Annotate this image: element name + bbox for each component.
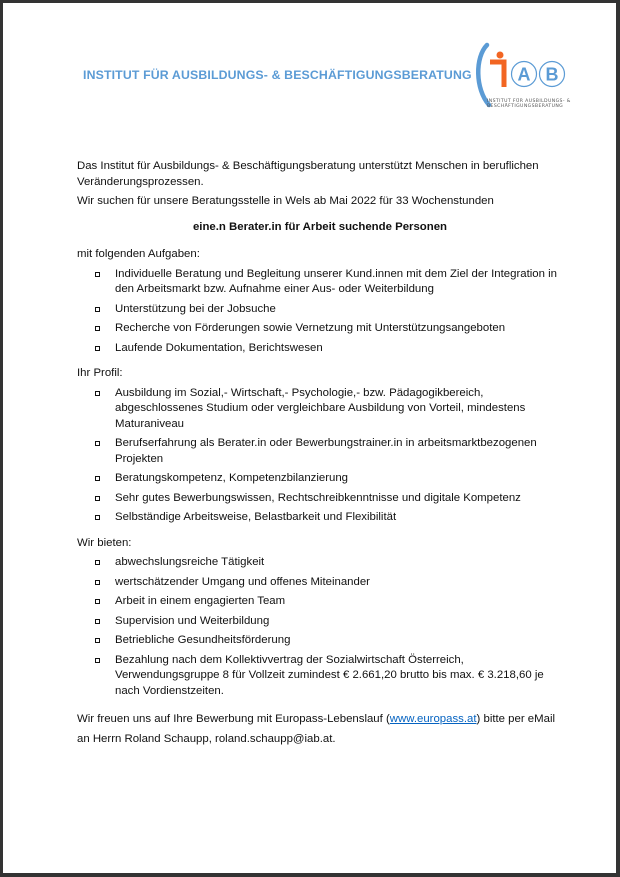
profile-list bbox=[77, 386, 563, 526]
iab-logo-icon bbox=[473, 41, 583, 121]
list-item-text: Selbständige Arbeitsweise, Belastbarkeit und Flexibilität bbox=[115, 511, 397, 523]
tasks-label: mit folgenden Aufgaben: bbox=[77, 248, 200, 260]
list-item-text: Recherche von Förderungen sowie Vernetzung mit Unterstützungsangeboten bbox=[115, 322, 506, 334]
list-item bbox=[77, 555, 563, 571]
square-bullet-icon bbox=[95, 441, 100, 446]
square-bullet-icon bbox=[95, 326, 100, 331]
list-item-text: wertschätzender Umgang und offenes Miteinander bbox=[115, 575, 370, 588]
logo-subtitle-line-1: INSTITUT FÜR AUSBILDUNGS- & bbox=[487, 99, 571, 104]
list-item bbox=[77, 653, 563, 700]
list-item-text: Individuelle Beratung und Begleitung unserer Kund.innen mit dem Ziel der Integration in den Arbeitsmarkt bzw. Aufnahme einer Aus- oder Weiterbildung bbox=[115, 267, 557, 295]
square-bullet-icon bbox=[95, 619, 100, 624]
list-item-text: Bezahlung nach dem Kollektivvertrag der Sozialwirtschaft Österreich, Verwendungsgruppe 8 für Vollzeit zumindest € 2.661,20 brutto bis max. € 3.218,60 je nach Vordienstzeiten. bbox=[115, 653, 544, 697]
list-item-text: Betriebliche Gesundheitsförderung bbox=[115, 634, 291, 646]
list-item bbox=[77, 614, 563, 630]
list-item bbox=[77, 341, 563, 357]
square-bullet-icon bbox=[95, 496, 100, 501]
closing-text-after-link: ) bitte per eMail an Herrn Roland Schaupp, roland.schaupp@iab.at. bbox=[77, 713, 556, 745]
logo-subtitle bbox=[487, 99, 571, 109]
square-bullet-icon bbox=[95, 658, 100, 663]
job-posting-body bbox=[77, 159, 563, 749]
list-item bbox=[77, 491, 563, 507]
intro-paragraph: Das Institut für Ausbildungs- & Beschäftigungsberatung unterstützt Menschen in beruflichen Veränderungsprozessen. bbox=[77, 160, 539, 188]
document-page bbox=[3, 3, 616, 873]
list-item-text: Arbeit in einem engagierten Team bbox=[115, 595, 286, 607]
list-item bbox=[77, 510, 563, 526]
list-item-text: Supervision und Weiterbildung bbox=[115, 614, 270, 627]
list-item bbox=[77, 302, 563, 318]
square-bullet-icon bbox=[95, 599, 100, 604]
list-item-text: Beratungskompetenz, Kompetenzbilanzierung bbox=[115, 472, 349, 484]
list-item-text: Sehr gutes Bewerbungswissen, Rechtschreibkenntnisse und digitale Kompetenz bbox=[115, 491, 521, 504]
institute-title: INSTITUT FÜR AUSBILDUNGS- & BESCHÄFTIGUNGSBERATUNG bbox=[83, 68, 472, 82]
job-headline: eine.n Berater.in für Arbeit suchende Personen bbox=[192, 220, 448, 233]
list-item bbox=[77, 575, 563, 591]
closing-text-before-link: Wir freuen uns auf Ihre Bewerbung mit Europass-Lebenslauf ( bbox=[77, 713, 390, 725]
list-item bbox=[77, 594, 563, 610]
tasks-list bbox=[77, 267, 563, 357]
closing-paragraph bbox=[77, 709, 563, 749]
list-item bbox=[77, 471, 563, 487]
europass-link[interactable]: www.europass.at bbox=[389, 713, 477, 725]
list-item bbox=[77, 633, 563, 649]
square-bullet-icon bbox=[95, 476, 100, 481]
list-item bbox=[77, 436, 563, 467]
profile-label: Ihr Profil: bbox=[77, 367, 123, 379]
logo-subtitle-line-2: BESCHÄFTIGUNGSBERATUNG bbox=[487, 104, 564, 109]
square-bullet-icon bbox=[95, 638, 100, 643]
square-bullet-icon bbox=[95, 391, 100, 396]
offer-label: Wir bieten: bbox=[77, 536, 132, 549]
list-item-text: Ausbildung im Sozial,- Wirtschaft,- Psychologie,- bzw. Pädagogikbereich, abgeschlossenes Studium oder vergleichbare Ausbildung von Vorteil, mindestens Maturaniveau bbox=[115, 386, 526, 430]
list-item bbox=[77, 321, 563, 337]
square-bullet-icon bbox=[95, 515, 100, 520]
search-paragraph: Wir suchen für unsere Beratungsstelle in Wels ab Mai 2022 für 33 Wochenstunden bbox=[77, 195, 494, 207]
square-bullet-icon bbox=[95, 580, 100, 585]
list-item bbox=[77, 386, 563, 433]
svg-text:A: A bbox=[517, 64, 531, 85]
list-item-text: Unterstützung bei der Jobsuche bbox=[115, 302, 276, 315]
square-bullet-icon bbox=[95, 346, 100, 351]
square-bullet-icon bbox=[95, 307, 100, 312]
list-item-text: abwechslungsreiche Tätigkeit bbox=[115, 556, 265, 568]
square-bullet-icon bbox=[95, 560, 100, 565]
square-bullet-icon bbox=[95, 272, 100, 277]
offer-list bbox=[77, 555, 563, 699]
list-item-text: Laufende Dokumentation, Berichtswesen bbox=[115, 341, 323, 354]
svg-text:B: B bbox=[545, 64, 559, 85]
list-item bbox=[77, 267, 563, 298]
list-item-text: Berufserfahrung als Berater.in oder Bewerbungstrainer.in in arbeitsmarktbezogenen Projekten bbox=[115, 437, 537, 465]
